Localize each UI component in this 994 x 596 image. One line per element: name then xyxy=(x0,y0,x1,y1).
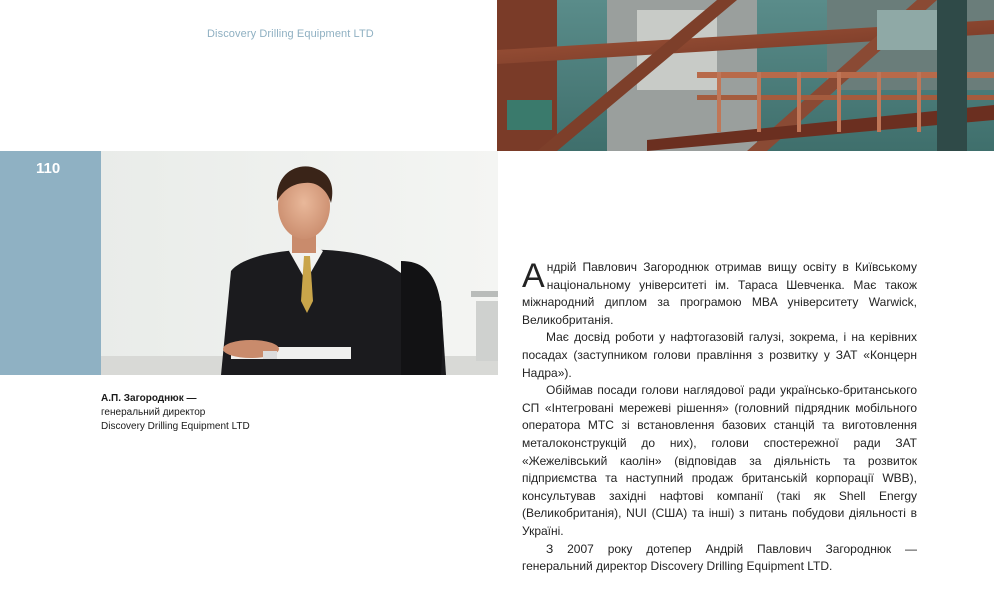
article-paragraph-4: З 2007 року дотепер Андрій Павлович Загороднюк — генеральний директор Discovery Drilling Equipment LTD. xyxy=(522,541,917,574)
photo-caption xyxy=(101,392,301,434)
article-body xyxy=(522,259,917,576)
header-company-name: Discovery Drilling Equipment LTD xyxy=(207,28,374,40)
page-band xyxy=(0,151,101,375)
page-number: 110 xyxy=(36,160,61,177)
caption-company: Discovery Drilling Equipment LTD xyxy=(101,421,250,432)
drop-cap: А xyxy=(522,257,545,295)
drilling-rig-photo xyxy=(497,0,994,151)
caption-name: А.П. Загороднюк — xyxy=(101,393,197,404)
portrait-photo xyxy=(101,151,498,375)
article-paragraph-1 xyxy=(522,259,917,329)
article-paragraph-1-text: ндрій Павлович Загороднюк отримав вищу освіту в Київському національному університеті ім. Тараса Шевченка. Має також міжнародний диплом за програмою MBA університету Warwick, Великобританія. xyxy=(522,260,917,327)
article-paragraph-2: Має досвід роботи у нафтогазовій галузі, зокрема, і на керівних посадах (заступником голови правління з розвитку у ЗАТ «Концерн Надра»). xyxy=(522,330,917,380)
caption-position: генеральний директор xyxy=(101,407,206,418)
article-paragraph-3: Обіймав посади голови наглядової ради українсько-британського СП «Інтегровані мережеві рішення» (головний підрядник мобільного оператора МТС зі встановлення базових станцій та виготовлення металоконструкцій до них), голови спостережної ради ЗАТ «Жежелівський каолін» (відповідав за діяльність та розвиток підприємства та наступний продаж британській корпорації WBB), консультував західні нафтові компанії (такі як Shell Energy (Великобританія), NUI (США) та інші) з питань побудови діяльності в Україні. xyxy=(522,383,917,538)
